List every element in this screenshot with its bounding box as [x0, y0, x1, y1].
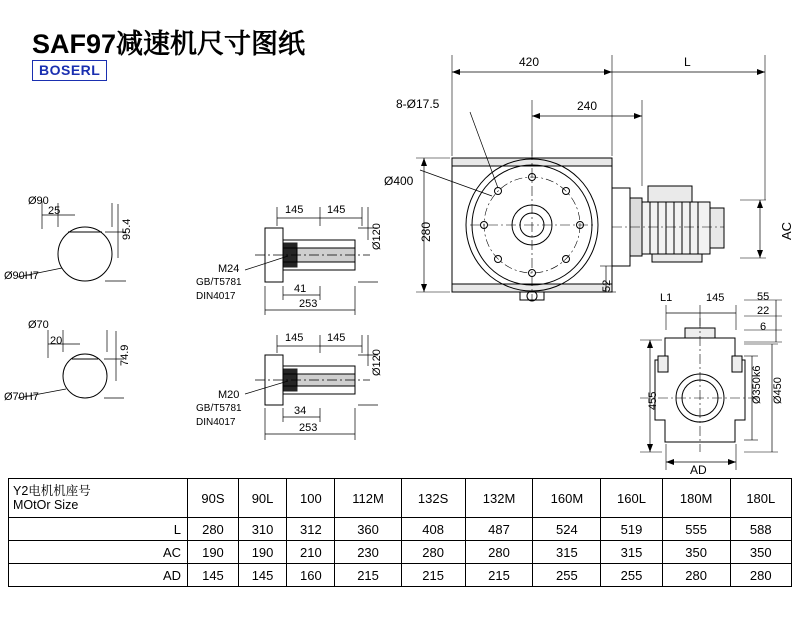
- dim-253-upper: 253: [299, 298, 318, 310]
- dim-22: 22: [757, 305, 770, 317]
- dim-455: 455: [647, 391, 659, 410]
- col-header: 100: [287, 479, 335, 518]
- shaft-detail-upper: [18, 201, 126, 281]
- dim-25: 25: [48, 205, 61, 217]
- label-ad: AD: [690, 463, 707, 477]
- table-header-row: [9, 479, 792, 518]
- table-cell: 230: [335, 541, 401, 564]
- table-cell: 255: [533, 564, 601, 587]
- table-cell: 145: [188, 564, 239, 587]
- main-assembly-view: [416, 55, 766, 301]
- table-cell: 160: [287, 564, 335, 587]
- dim-145-lower-a: 145: [285, 332, 304, 344]
- dim-20: 20: [50, 335, 63, 347]
- dimension-table: [8, 478, 792, 587]
- table-cell: 360: [335, 518, 401, 541]
- col-header: 160M: [533, 479, 601, 518]
- table-cell: 524: [533, 518, 601, 541]
- col-header: 90L: [238, 479, 286, 518]
- shaft-detail-lower: [18, 330, 124, 398]
- table-cell: 280: [401, 541, 465, 564]
- dim-41: 41: [294, 283, 307, 295]
- row-label: AC: [9, 541, 188, 564]
- table-row: [9, 518, 792, 541]
- table-cell: 312: [287, 518, 335, 541]
- standard-din-upper: DIN4017: [196, 291, 236, 302]
- col-header: 90S: [188, 479, 239, 518]
- standard-gb-upper: GB/T5781: [196, 277, 242, 288]
- dim-dia-120-lower: Ø120: [371, 349, 383, 376]
- table-cell: 588: [730, 518, 791, 541]
- table-cell: 215: [401, 564, 465, 587]
- table-cell: 315: [601, 541, 662, 564]
- table-cell: 255: [601, 564, 662, 587]
- table-cell: 145: [238, 564, 286, 587]
- table-cell: 280: [465, 541, 533, 564]
- row-label: AD: [9, 564, 188, 587]
- table-cell: 555: [662, 518, 730, 541]
- standard-din-lower: DIN4017: [196, 417, 236, 428]
- dim-52: 52: [601, 279, 613, 292]
- dim-55: 55: [757, 291, 770, 303]
- dim-145-upper-a: 145: [285, 204, 304, 216]
- thread-m24: M24: [218, 263, 240, 275]
- dim-420: 420: [519, 55, 540, 69]
- table-cell: 350: [662, 541, 730, 564]
- dim-dia-90-h7: Ø90H7: [4, 270, 39, 282]
- col-header: 160L: [601, 479, 662, 518]
- dim-dia-70: Ø70: [28, 319, 49, 331]
- table-cell: 190: [188, 541, 239, 564]
- dim-6: 6: [760, 321, 767, 333]
- corner-line-2: MOtOr Size: [13, 498, 79, 512]
- col-header: 112M: [335, 479, 401, 518]
- table-cell: 487: [465, 518, 533, 541]
- table-cell: 210: [287, 541, 335, 564]
- col-header: 132S: [401, 479, 465, 518]
- dim-dia-120-upper: Ø120: [371, 223, 383, 250]
- table-cell: 215: [335, 564, 401, 587]
- dim-dia-90: Ø90: [28, 195, 49, 207]
- dim-dia-350: Ø350k6: [751, 365, 763, 404]
- table-cell: 350: [730, 541, 791, 564]
- dim-L1: L1: [660, 292, 673, 304]
- table-cell: 280: [730, 564, 791, 587]
- dim-L: L: [684, 55, 691, 69]
- col-header: 132M: [465, 479, 533, 518]
- table-cell: 215: [465, 564, 533, 587]
- dim-74-9: 74.9: [119, 344, 131, 366]
- dim-145-front: 145: [706, 292, 725, 304]
- dim-dia-70-h7: Ø70H7: [4, 391, 39, 403]
- page-title: SAF97减速机尺寸图纸: [32, 29, 306, 59]
- dim-dia-450: Ø450: [772, 377, 784, 404]
- dim-dia-400: Ø400: [384, 174, 414, 188]
- standard-gb-lower: GB/T5781: [196, 403, 242, 414]
- dim-95-4: 95.4: [121, 218, 133, 240]
- corner-line-1: Y2电机机座号: [13, 483, 91, 498]
- thread-m20: M20: [218, 389, 240, 401]
- dim-240: 240: [577, 99, 598, 113]
- col-header: 180M: [662, 479, 730, 518]
- dim-145-lower-b: 145: [327, 332, 346, 344]
- table-row: [9, 564, 792, 587]
- col-header: 180L: [730, 479, 791, 518]
- table-cell: 408: [401, 518, 465, 541]
- table-corner-cell: [9, 479, 188, 518]
- dim-145-upper-b: 145: [327, 204, 346, 216]
- dim-34: 34: [294, 405, 307, 417]
- dim-280: 280: [419, 221, 433, 242]
- dim-253-lower: 253: [299, 422, 318, 434]
- table-cell: 519: [601, 518, 662, 541]
- table-cell: 190: [238, 541, 286, 564]
- dim-holes: 8-Ø17.5: [396, 97, 440, 111]
- brand-badge: BOSERL: [32, 60, 107, 81]
- table-row: [9, 541, 792, 564]
- table-cell: 310: [238, 518, 286, 541]
- label-ac: AC: [779, 221, 794, 240]
- table-cell: 315: [533, 541, 601, 564]
- table-cell: 280: [662, 564, 730, 587]
- row-label: L: [9, 518, 188, 541]
- table-cell: 280: [188, 518, 239, 541]
